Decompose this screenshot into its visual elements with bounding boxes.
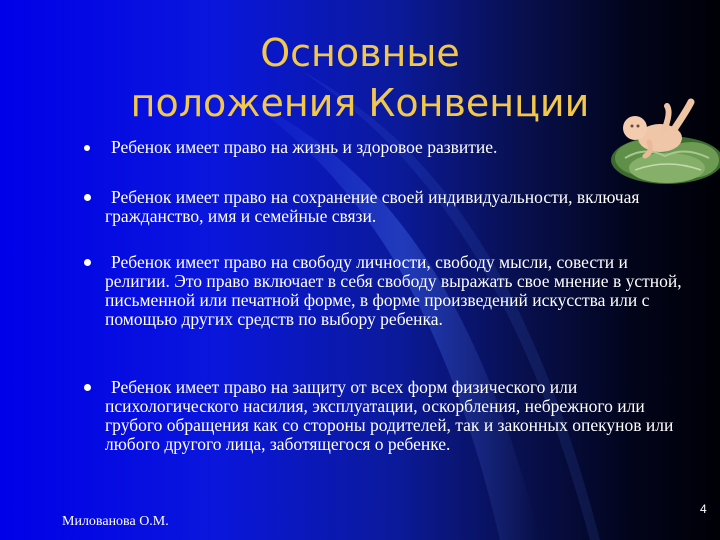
title-line-1: Основные	[260, 31, 460, 75]
bullet-item	[105, 253, 685, 329]
page-number: 4	[700, 502, 707, 516]
bullet-dot-icon	[84, 194, 91, 201]
bullet-text: Ребенок имеет право на сохранение своей индивидуальности, включая гражданство, имя и семейные связи.	[105, 187, 640, 226]
bullet-item	[105, 378, 685, 454]
bullet-text: Ребенок имеет право на свободу личности, свободу мысли, совести и религии. Это право включает в себя свободу выражать свое мнение в устной, письменной или печатной форме, в форме произведений искусства или с помощью других средств по выбору ребенка.	[105, 252, 682, 329]
title-line-2: положения Конвенции	[130, 81, 590, 125]
bullet-text: Ребенок имеет право на защиту от всех форм физического или психологического насилия, эксплуатации, оскорбления, небрежного или грубого обращения как со стороны родителей, так и законных опекунов или любого другого лица, заботящегося о ребенке.	[105, 377, 674, 454]
bullet-dot-icon	[84, 384, 91, 391]
bullet-dot-icon	[84, 259, 91, 266]
bullet-text: Ребенок имеет право на жизнь и здоровое развитие.	[111, 137, 498, 157]
author-footer: Милованова О.М.	[62, 514, 169, 529]
bullet-item	[105, 188, 685, 226]
bullet-item	[105, 138, 685, 157]
bullet-dot-icon	[84, 145, 90, 151]
